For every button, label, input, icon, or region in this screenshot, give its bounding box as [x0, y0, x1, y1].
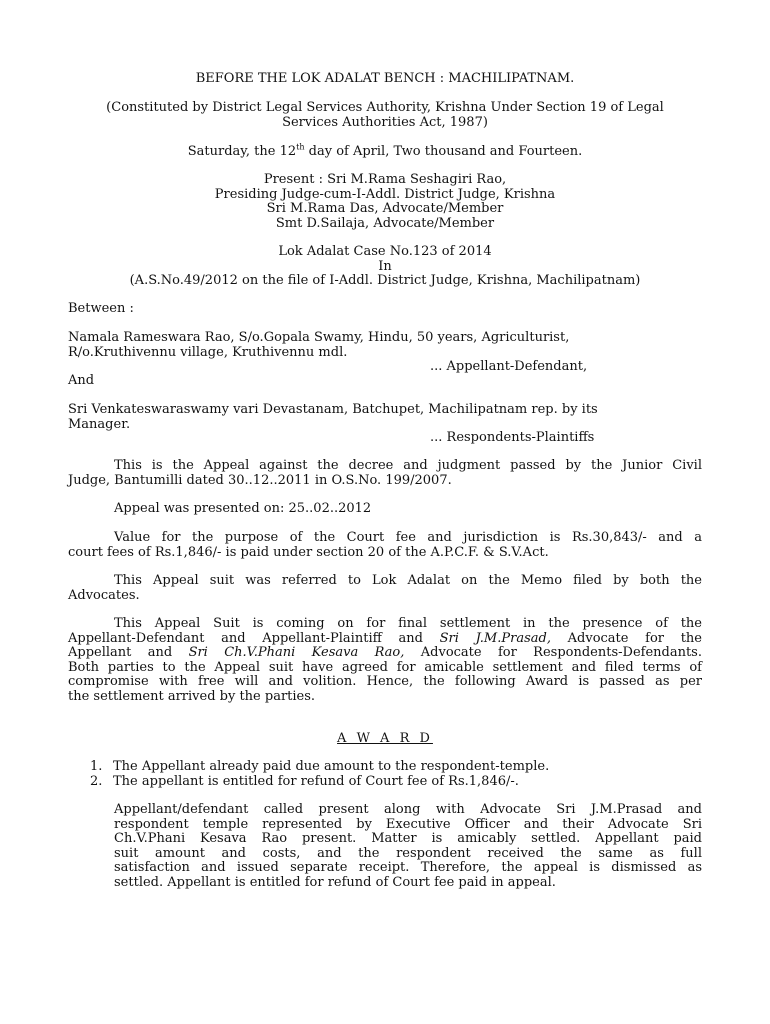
and-label: And — [68, 373, 95, 388]
award-item — [68, 760, 702, 775]
award-paragraph-line: respondent temple represented by Executive Officer and their Advocate Sri — [114, 816, 702, 832]
bench-heading: BEFORE THE LOK ADALAT BENCH : MACHILIPATNAM. — [195, 71, 575, 86]
present-line: Presiding Judge-cum-I-Addl. District Judge, Krishna — [214, 186, 556, 202]
award-paragraph-line: suit amount and costs, and the respondent received the same as full — [114, 845, 702, 861]
present-line: Sri M.Rama Das, Advocate/Member — [266, 201, 504, 216]
present-line: Smt D.Sailaja, Advocate/Member — [275, 215, 495, 231]
text-run: Advocate for Respondents-Defendants. — [404, 645, 702, 660]
present-block — [68, 173, 702, 231]
paragraph-line: Both parties to the Appeal suit have agreed for amicable settlement and filed terms of — [68, 659, 702, 675]
case-reference: (A.S.No.49/2012 on the file of I-Addl. District Judge, Krishna, Machilipatnam) — [129, 273, 641, 288]
award-paragraph — [114, 803, 702, 890]
paragraph-line: This Appeal Suit is coming on for final settlement in the presence of the — [114, 616, 702, 631]
respondent-line: Sri Venkateswaraswamy vari Devastanam, Batchupet, Machilipatnam rep. by its — [68, 402, 598, 417]
paragraph-line — [68, 646, 702, 661]
court-fee-paragraph — [68, 531, 702, 560]
appellant-line: Namala Rameswara Rao, S/o.Gopala Swamy, Hindu, 50 years, Agriculturist, — [68, 330, 570, 345]
appellant-details — [68, 331, 702, 360]
advocate-name: Sri J.M.Prasad, — [439, 630, 551, 646]
award-paragraph-line: satisfaction and issued separate receipt. Therefore, the appeal is dismissed as — [114, 860, 702, 875]
appellant-role: ... Appellant-Defendant, — [430, 359, 588, 374]
constitution-line: Services Authorities Act, 1987) — [282, 114, 488, 130]
present-line: Present : Sri M.Rama Seshagiri Rao, — [263, 172, 507, 187]
award-item-text: The Appellant already paid due amount to the respondent-temple. — [113, 759, 550, 774]
award-paragraph-line: Ch.V.Phani Kesava Rao present. Matter is amicably settled. Appellant paid — [114, 831, 702, 846]
date-superscript: th — [296, 142, 305, 152]
paragraph-line — [68, 632, 702, 647]
paragraph-line: This Appeal suit was referred to Lok Adalat on the Memo filed by both the — [114, 573, 702, 588]
between-label: Between : — [68, 301, 134, 316]
case-number: Lok Adalat Case No.123 of 2014 — [278, 244, 492, 259]
hearing-date — [68, 142, 702, 160]
case-block — [68, 245, 702, 289]
appellant-line: R/o.Kruthivennu village, Kruthivennu mdl. — [68, 344, 348, 360]
case-in: In — [378, 258, 392, 274]
constitution-line: (Constituted by District Legal Services Authority, Krishna Under Section 19 of Legal — [106, 100, 664, 115]
paragraph-line: court fees of Rs.1,846/- is paid under section 20 of the A.P.C.F. & S.V.Act. — [68, 544, 549, 560]
appeal-paragraph — [68, 459, 702, 488]
referral-paragraph — [68, 574, 702, 603]
respondent-role: ... Respondents-Plaintiffs — [430, 430, 595, 445]
award-list — [68, 760, 702, 789]
text-run: Appellant and — [68, 645, 189, 660]
settlement-paragraph — [68, 617, 702, 704]
award-heading: A W A R D — [337, 731, 433, 746]
advocate-name: Sri Ch.V.Phani Kesava Rao, — [188, 645, 405, 660]
paragraph-line: This is the Appeal against the decree and judgment passed by the Junior Civil — [114, 458, 702, 473]
respondent-details — [68, 403, 702, 432]
award-item — [68, 775, 702, 790]
award-paragraph-line: Appellant/defendant called present along with Advocate Sri J.M.Prasad and — [114, 802, 702, 817]
date-text: Saturday, the 12 — [187, 144, 297, 159]
date-text: day of April, Two thousand and Fourteen. — [304, 144, 583, 159]
award-item-number: 2. — [90, 773, 103, 789]
paragraph-line: the settlement arrived by the parties. — [68, 688, 316, 704]
presented-date: Appeal was presented on: 25..02..2012 — [114, 501, 372, 516]
award-paragraph-line: settled. Appellant is entitled for refund of Court fee paid in appeal. — [114, 874, 556, 890]
paragraph-line: Advocates. — [68, 587, 140, 603]
respondent-line: Manager. — [68, 416, 131, 432]
text-run: Appellant-Defendant and Appellant-Plaintiff and — [68, 630, 440, 646]
award-item-number: 1. — [90, 759, 103, 774]
paragraph-line: compromise with free will and volition. Hence, the following Award is passed as per — [68, 674, 702, 689]
paragraph-line: Value for the purpose of the Court fee and jurisdiction is Rs.30,843/- and a — [114, 530, 702, 545]
text-run: Advocate for the — [550, 630, 702, 646]
constitution-note — [68, 101, 702, 130]
award-item-text: The appellant is entitled for refund of Court fee of Rs.1,846/-. — [113, 773, 519, 789]
paragraph-line: Judge, Bantumilli dated 30..12..2011 in O.S.No. 199/2007. — [68, 472, 452, 488]
